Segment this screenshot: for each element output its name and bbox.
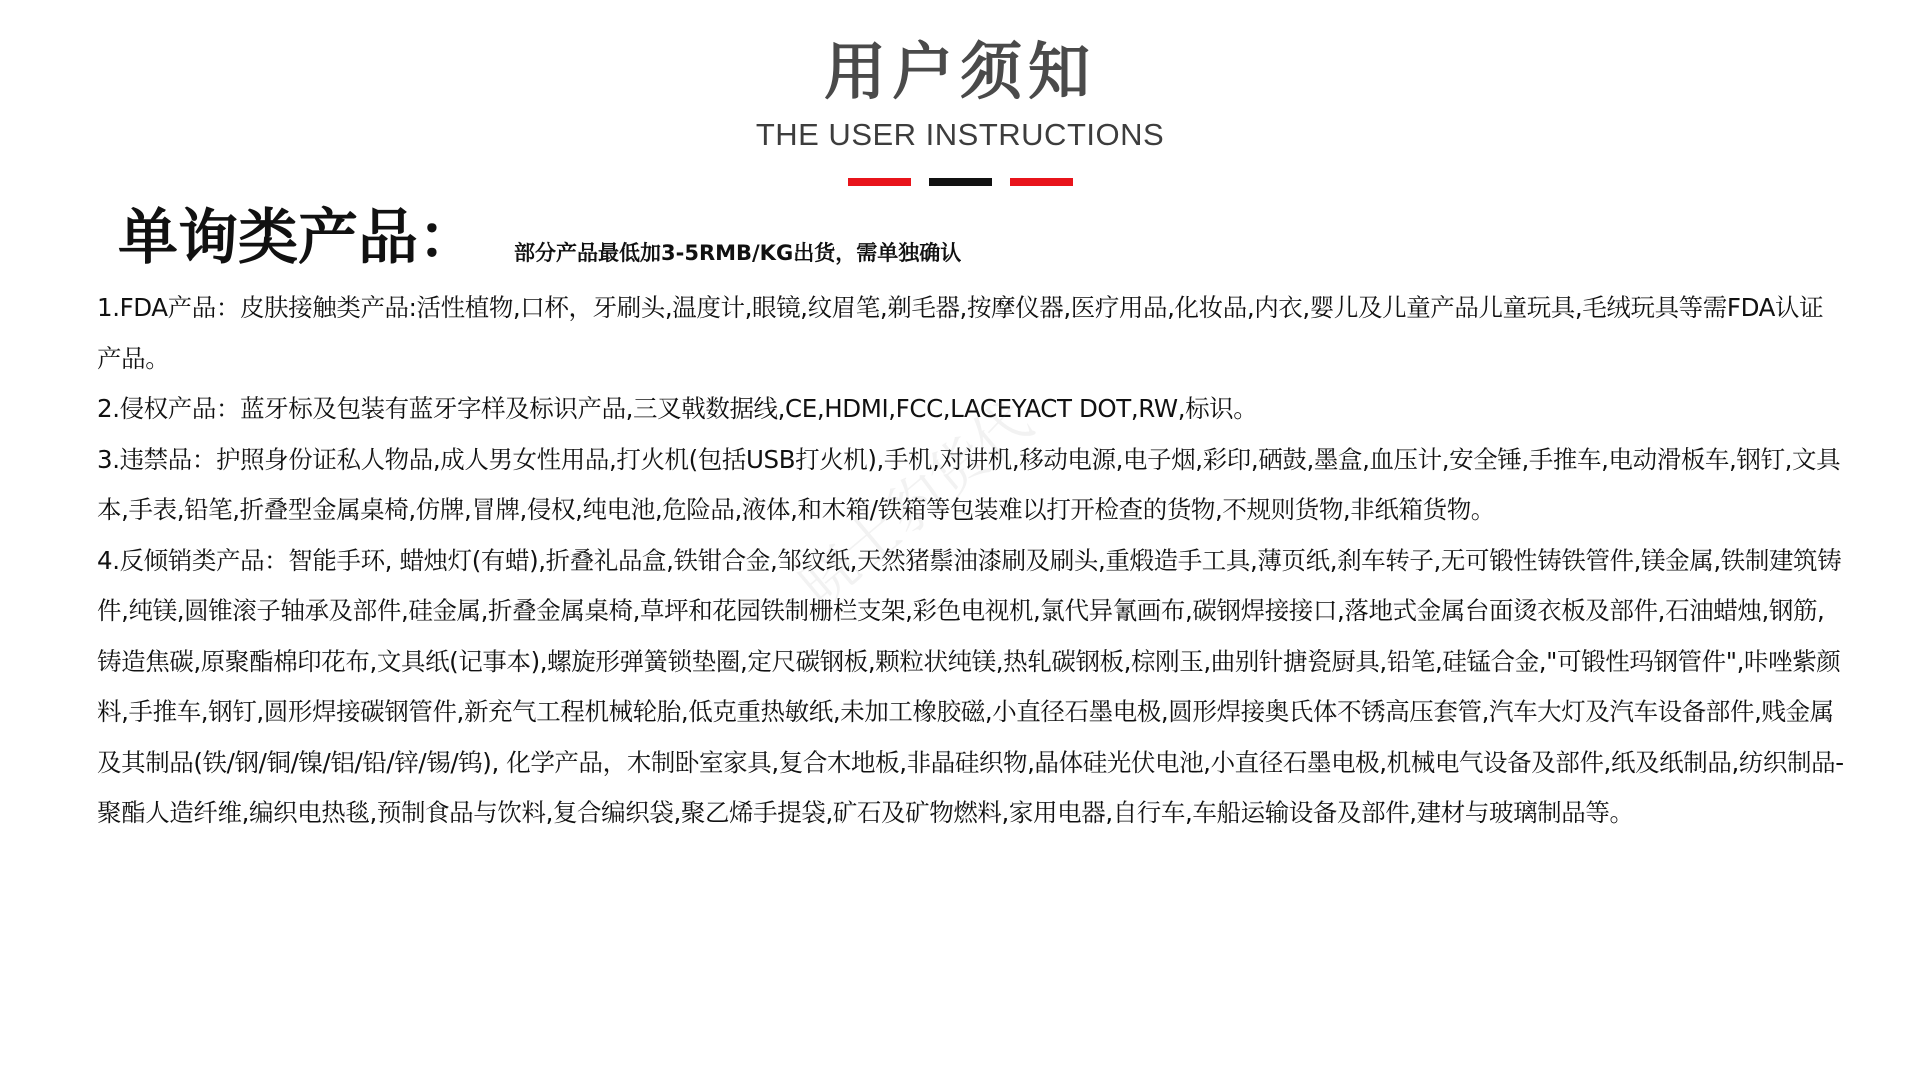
section-note: 部分产品最低加3-5RMB/KG出货，需单独确认 [514,241,962,265]
instruction-item-infringement: 2.侵权产品：蓝牙标及包装有蓝牙字样及标识产品,三叉戟数据线,CE,HDMI,FCC,LACEYACT DOT,RW,标识。 [97,394,1258,423]
instruction-item-prohibited: 3.违禁品：护照身份证私人物品,成人男女性用品,打火机(包括USB打火机),手机,对讲机,移动电源,电子烟,彩印,硒鼓,墨盒,血压计,安全锤,手推车,电动滑板车,钢钉,文具本,手表,铅笔,折叠型金属桌椅,仿牌,冒牌,侵权,纯电池,危险品,液体,和木箱/铁箱等包装难以打开检查的货物,不规则货物,非纸箱货物。 [97,444,1841,524]
title-divider [0,178,1920,186]
instruction-item-fda: 1.FDA产品：皮肤接触类产品:活性植物,口杯，牙刷头,温度计,眼镜,纹眉笔,剃毛器,按摩仪器,医疗用品,化妆品,内衣,婴儿及儿童产品儿童玩具,毛绒玩具等需FDA认证产品。 [97,293,1824,373]
divider-bar-left [848,178,911,186]
watermark: 晓士豹货代 [787,389,1044,619]
section-heading [118,200,961,276]
instructions-list [97,283,1847,839]
instruction-item-antidumping: 4.反倾销类产品：智能手环, 蜡烛灯(有蜡),折叠礼品盒,铁钳合金,邹纹纸,天然猪鬃油漆刷及刷头,重煅造手工具,薄页纸,刹车转子,无可锻性铸铁管件,镁金属,铁制建筑铸件,纯镁,圆锥滚子轴承及部件,硅金属,折叠金属桌椅,草坪和花园铁制栅栏支架,彩色电视机,氯代异氰画布,碳钢焊接接口,落地式金属台面烫衣板及部件,石油蜡烛,钢筋,铸造焦碳,原聚酯棉印花布,文具纸(记事本),螺旋形弹簧锁垫圈,定尺碳钢板,颗粒状纯镁,热轧碳钢板,棕刚玉,曲别针搪瓷厨具,铅笔,硅锰合金,"可锻性玛钢管件",咔唑紫颜料,手推车,钢钉,圆形焊接碳钢管件,新充气工程机械轮胎,低克重热敏纸,未加工橡胶磁,小直径石墨电极,圆形焊接奥氏体不锈高压套管,汽车大灯及汽车设备部件,贱金属及其制品(铁/钢/铜/镍/铝/铅/锌/锡/钨), 化学产品，木制卧室家具,复合木地板,非晶硅织物,晶体硅光伏电池,小直径石墨电极,机械电气设备及部件,纸及纸制品,纺织制品-聚酯人造纤维,编织电热毯,预制食品与饮料,复合编织袋,聚乙烯手提袋,矿石及矿物燃料,家用电器,自行车,车船运输设备及部件,建材与玻璃制品等。 [97,545,1844,827]
page-subtitle: THE USER INSTRUCTIONS [755,117,1165,152]
page-title: 用户须知 [823,35,1096,108]
page-header [0,30,1920,186]
divider-bar-right [1010,178,1073,186]
section-title: 单询类产品： [118,203,478,273]
divider-bar-center [929,178,992,186]
